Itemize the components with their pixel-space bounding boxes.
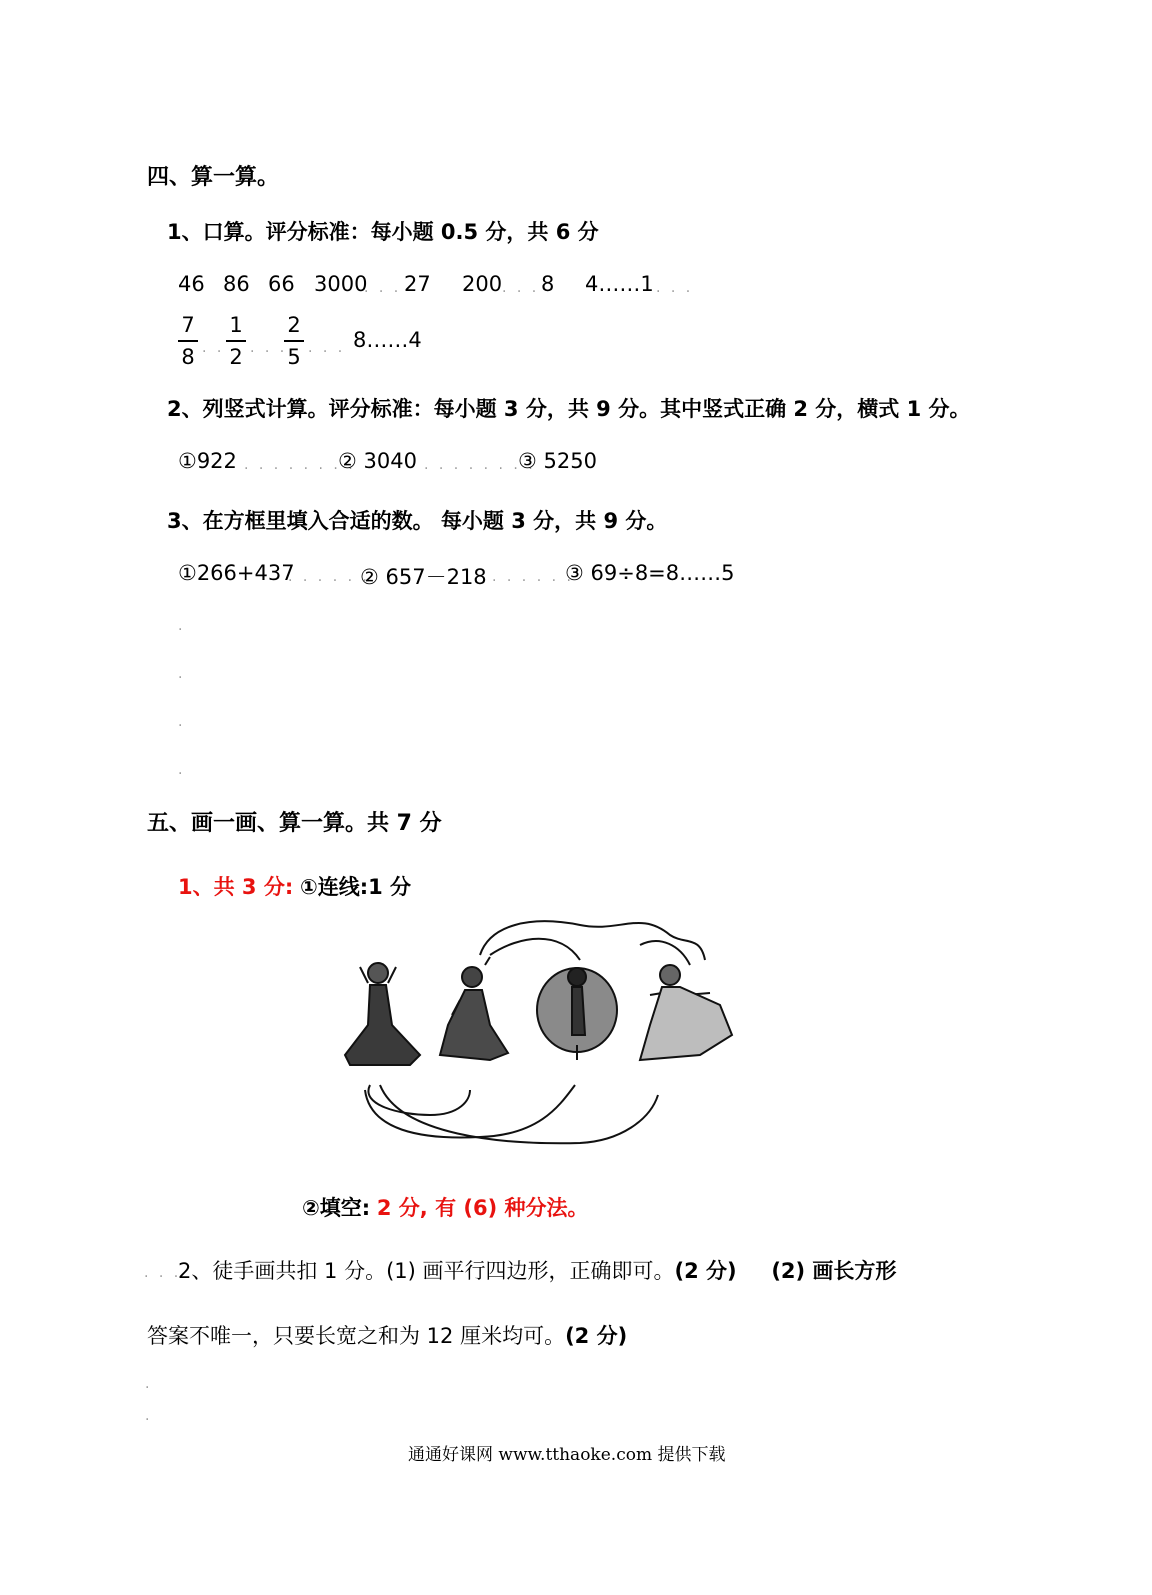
leader-dots: . . .	[144, 1265, 182, 1281]
connecting-line	[640, 941, 690, 965]
s5-q1-fill-answer: 2 分, 有 (6) 种分法。	[376, 1196, 589, 1220]
s5-q1-connect: ①连线:1 分	[299, 875, 412, 899]
s5-q2-line1	[178, 1255, 896, 1285]
answer: 86	[223, 272, 250, 296]
answer: ② 3040	[338, 449, 417, 473]
dancer-figure	[345, 963, 420, 1065]
q2-label: 2、列竖式计算。评分标准：每小题 3 分，共 9 分。其中竖式正确 2 分，横式 1 分。	[167, 397, 971, 421]
blank-line-marker: .	[178, 714, 186, 730]
answer: ③ 69÷8=8……5	[565, 561, 735, 585]
numerator: 7	[181, 313, 195, 337]
leader-dots: . . . . . .	[288, 569, 370, 585]
leader-dots: . . .	[502, 280, 540, 296]
blank-line-marker: .	[178, 666, 186, 682]
blank-line-marker: .	[178, 618, 186, 634]
dancers-illustration	[340, 905, 760, 1155]
denominator: 8	[181, 345, 195, 369]
answer: 8	[541, 272, 555, 296]
q1-label: 1、口算。评分标准：每小题 0.5 分，共 6 分	[167, 220, 599, 244]
s5-q2-text: (2) 画长方形	[771, 1259, 897, 1283]
answer: ①266+437	[178, 561, 295, 585]
section4-title: 四、算一算。	[147, 165, 280, 190]
answer: ③ 5250	[518, 449, 597, 473]
leader-dots: . . .	[656, 280, 694, 296]
connecting-line	[368, 1085, 470, 1115]
answer: 3000	[314, 272, 368, 296]
answer: ② 657－218	[360, 565, 487, 589]
answer: 46	[178, 272, 205, 296]
s5-q2-text: 答案不唯一，只要长宽之和为 12 厘米均可。	[147, 1324, 566, 1348]
blank-line-marker: .	[145, 1376, 153, 1392]
fraction	[178, 312, 198, 370]
s5-q2-line2	[147, 1320, 627, 1350]
s5-q2-score: (2 分)	[565, 1324, 628, 1348]
leader-dots: . . . . . .	[492, 569, 574, 585]
denominator: 2	[229, 345, 243, 369]
s5-q2-text: 2、徒手画共扣 1 分。(1) 画平行四边形，正确即可。	[178, 1259, 675, 1283]
answer: 27	[404, 272, 431, 296]
remainder-answer: 8……4	[353, 328, 422, 352]
s5-q1-fill-line	[302, 1192, 589, 1222]
answer: ①922	[178, 449, 237, 473]
numerator: 1	[229, 313, 243, 337]
blank-line-marker: .	[178, 762, 186, 778]
leader-dots: . . .	[364, 280, 402, 296]
leader-dots: . . . . . . . .	[424, 457, 536, 473]
leader-dots: . . . . . . . .	[244, 457, 356, 473]
leader-dots: . . .	[308, 340, 346, 356]
leader-dots: . . .	[250, 340, 288, 356]
footer-text: 通通好课网 www.tthaoke.com 提供下载	[408, 1445, 726, 1465]
s5-q1-fill-prefix: ②填空:	[302, 1196, 371, 1220]
s5-q2-score: (2 分)	[674, 1259, 737, 1283]
answer: 200	[462, 272, 503, 296]
answer: 4……1	[585, 272, 654, 296]
answer: 66	[268, 272, 295, 296]
blank-line-marker: .	[145, 1408, 153, 1424]
leader-dots: . .	[202, 340, 225, 356]
fraction	[284, 312, 304, 370]
denominator: 5	[287, 345, 301, 369]
fraction	[226, 312, 246, 370]
q3-label: 3、在方框里填入合适的数。 每小题 3 分，共 9 分。	[167, 509, 668, 533]
dancer-figure	[440, 957, 508, 1060]
dancer-figure	[640, 965, 732, 1060]
dancer-figure	[537, 968, 617, 1060]
connecting-line	[480, 921, 705, 960]
section5-title: 五、画一画、算一算。共 7 分	[147, 811, 442, 836]
s5-q1-line	[178, 871, 411, 901]
connecting-line	[490, 939, 580, 960]
numerator: 2	[287, 313, 301, 337]
s5-q1-prefix: 1、共 3 分:	[178, 875, 294, 899]
